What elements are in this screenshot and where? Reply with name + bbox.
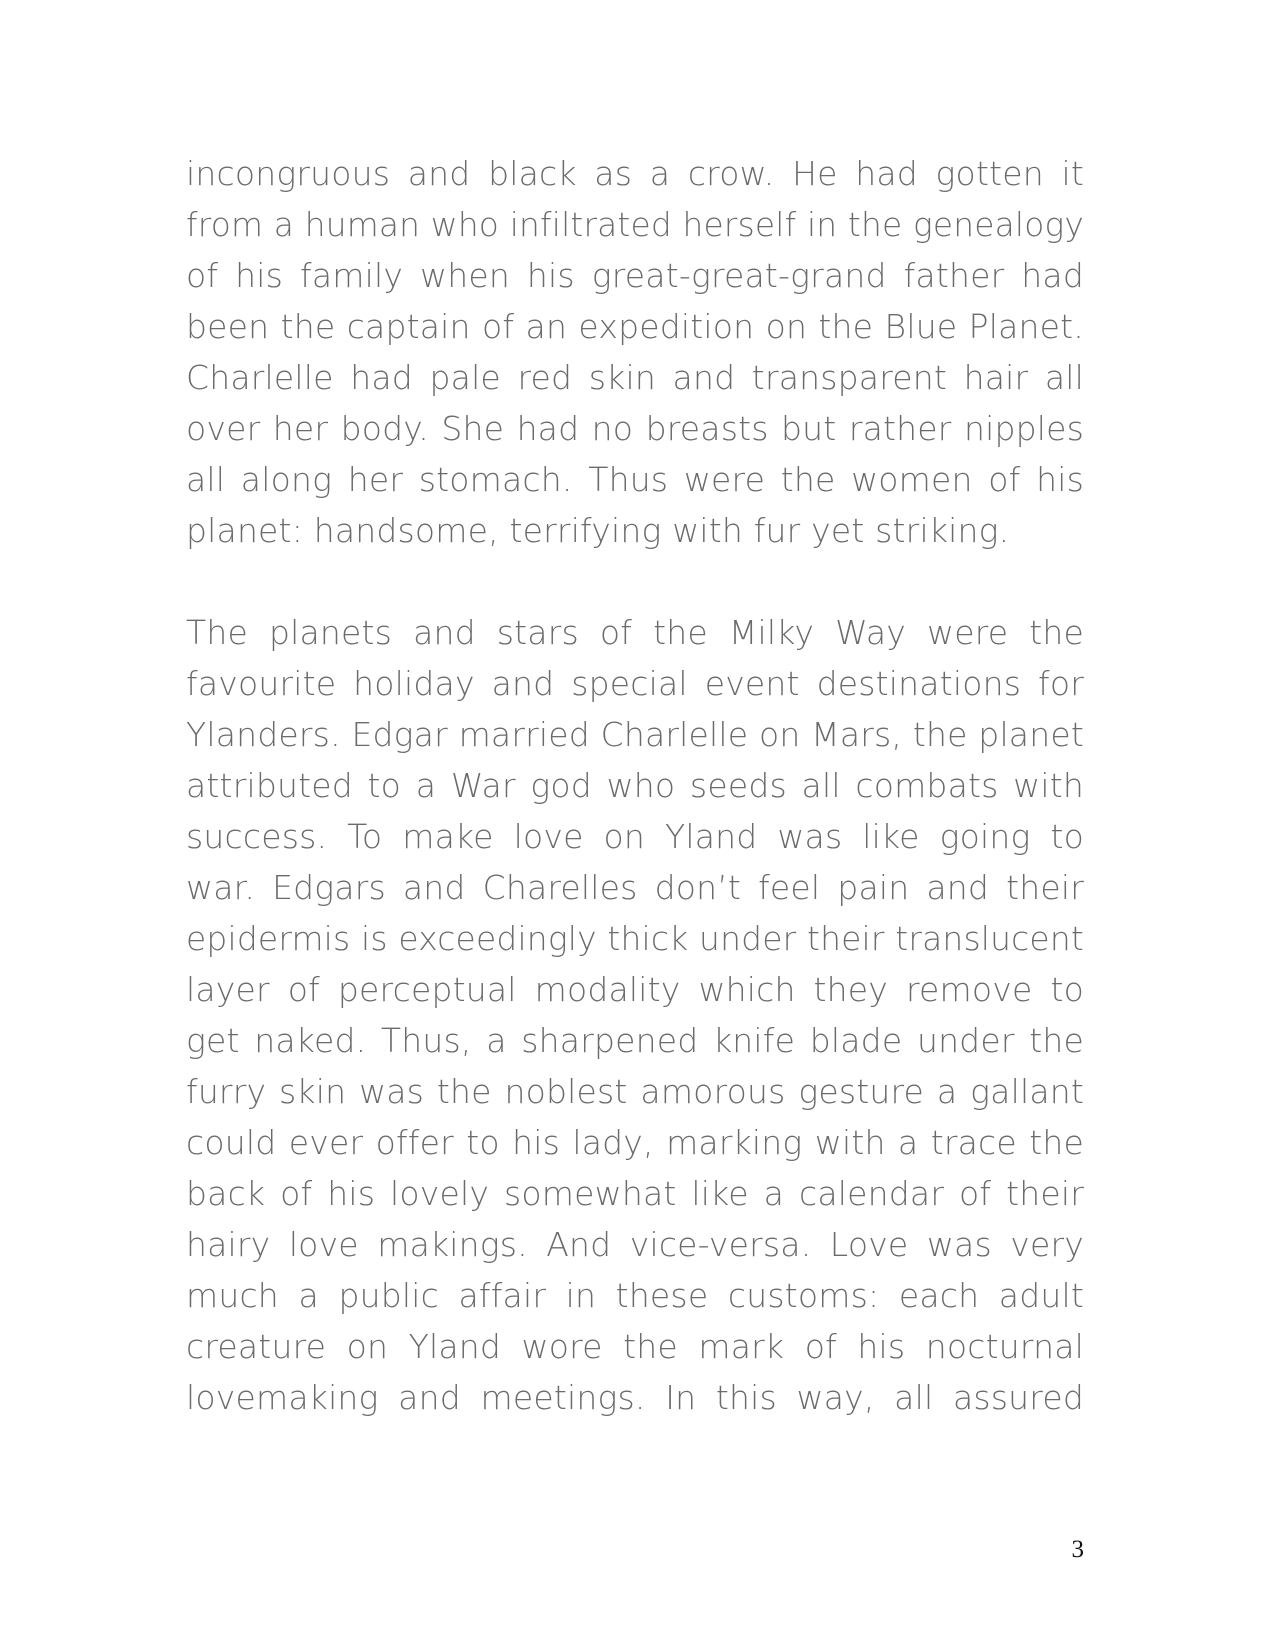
text-line: epidermis is exceedingly thick under their translucent bbox=[186, 919, 1084, 958]
text-line: creature on Yland wore the mark of his nocturnal bbox=[186, 1327, 1084, 1366]
text-line: planet: handsome, terrifying with fur yet striking. bbox=[186, 511, 1010, 550]
text-line: The planets and stars of the Milky Way were the bbox=[186, 613, 1084, 652]
text-line: get naked. Thus, a sharpened knife blade under the bbox=[186, 1021, 1084, 1060]
text-line: over her body. She had no breasts but rather nipples bbox=[186, 409, 1084, 448]
text-line: attributed to a War god who seeds all combats with bbox=[186, 766, 1084, 805]
text-line: success. To make love on Yland was like going to bbox=[186, 817, 1084, 856]
paragraph-1 bbox=[186, 148, 1084, 556]
text-line: incongruous and black as a crow. He had gotten it bbox=[186, 154, 1084, 193]
paragraph-2 bbox=[186, 607, 1084, 1423]
text-line: Ylanders. Edgar married Charlelle on Mars, the planet bbox=[186, 715, 1084, 754]
text-line: Charlelle had pale red skin and transparent hair all bbox=[186, 358, 1084, 397]
text-line: favourite holiday and special event destinations for bbox=[186, 664, 1084, 703]
text-line: could ever offer to his lady, marking with a trace the bbox=[186, 1123, 1084, 1162]
text-line: war. Edgars and Charelles don’t feel pain and their bbox=[186, 868, 1084, 907]
text-line: layer of perceptual modality which they remove to bbox=[186, 970, 1084, 1009]
text-line: from a human who infiltrated herself in the genealogy bbox=[186, 206, 1084, 244]
text-line: lovemaking and meetings. In this way, all assured bbox=[186, 1378, 1084, 1417]
page-number: 3 bbox=[1071, 1536, 1084, 1563]
text-line: hairy love makings. And vice-versa. Love was very bbox=[186, 1225, 1084, 1264]
text-line: of his family when his great-great-grand father had bbox=[186, 256, 1084, 295]
text-line: back of his lovely somewhat like a calendar of their bbox=[186, 1174, 1084, 1213]
text-line: furry skin was the noblest amorous gesture a gallant bbox=[186, 1072, 1084, 1111]
text-line: been the captain of an expedition on the Blue Planet. bbox=[186, 307, 1084, 346]
text-line: much a public affair in these customs: each adult bbox=[186, 1276, 1084, 1315]
text-line: all along her stomach. Thus were the women of his bbox=[186, 460, 1084, 499]
